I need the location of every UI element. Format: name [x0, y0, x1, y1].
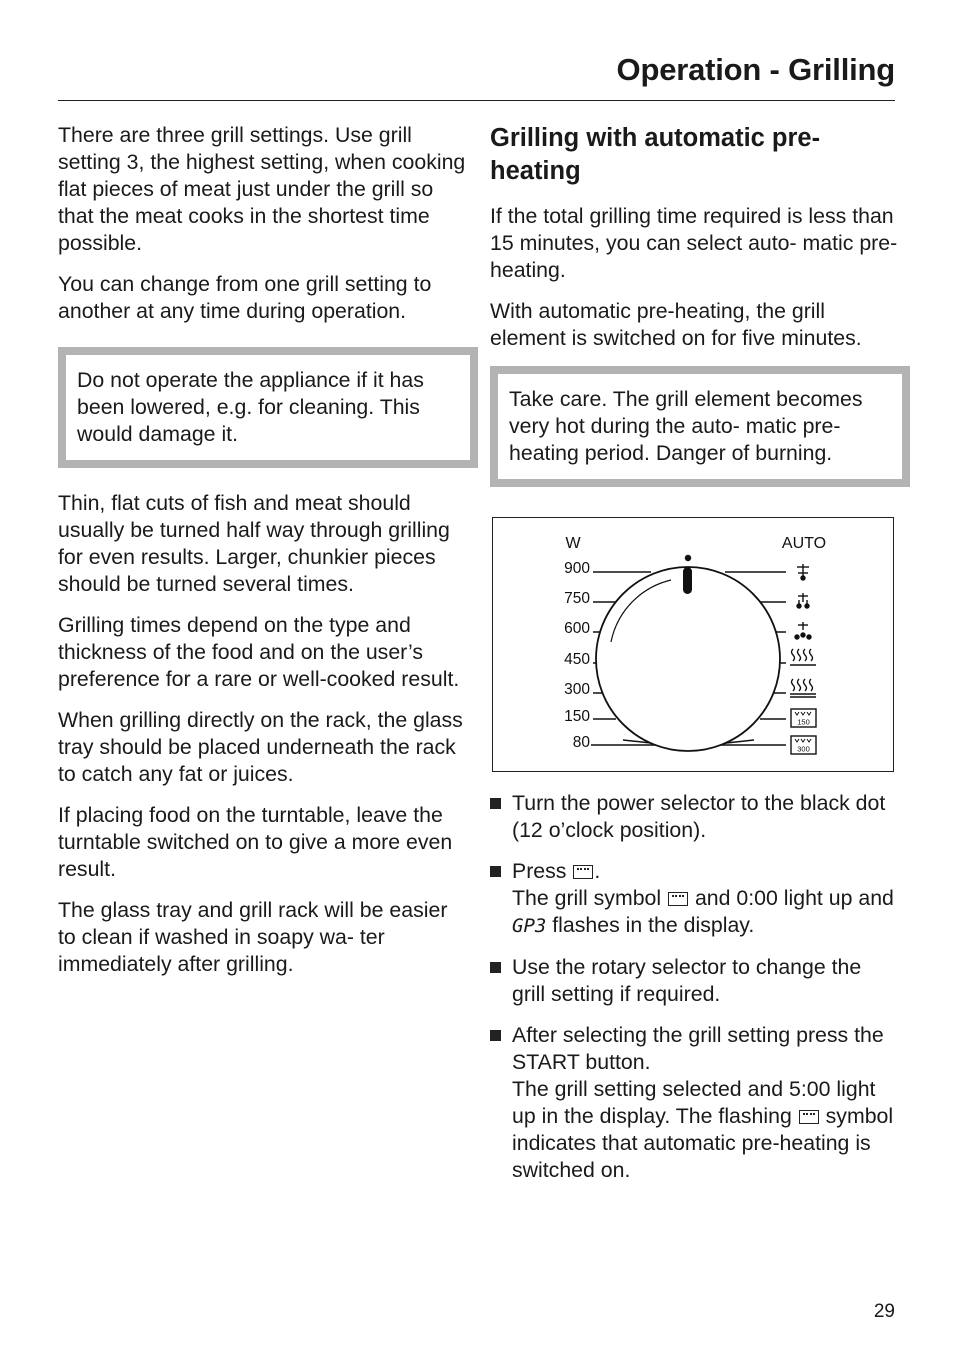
oven-150-icon	[791, 709, 816, 727]
left-column	[58, 122, 468, 992]
defrost-2-icon	[797, 593, 809, 608]
grill-icon	[799, 1110, 819, 1124]
bullet-icon	[490, 962, 501, 973]
dial-pointer	[683, 567, 692, 594]
list-item	[490, 954, 900, 1008]
paragraph: With automatic pre-heating, the grill element is switched on for five minutes.	[490, 299, 862, 350]
bullet-icon	[490, 1030, 501, 1041]
power-label-900: 900	[564, 560, 590, 577]
display-code: GP3	[512, 915, 547, 937]
power-label-150: 150	[564, 708, 590, 725]
paragraph: If the total grilling time required is less than 15 minutes, you can select auto- matic pre-heating.	[490, 204, 898, 282]
dial-header-auto: AUTO	[781, 535, 827, 552]
oven-150-label: 150	[797, 717, 810, 727]
page-number: 29	[873, 1301, 895, 1322]
paragraph: If placing food on the turntable, leave the turntable switched on to give a more even result.	[58, 803, 453, 881]
step-text: Use the rotary selector to change the grill setting if required.	[512, 955, 862, 1006]
paragraph: You can change from one grill setting to another at any time during operation.	[58, 272, 432, 323]
right-column	[490, 122, 900, 1198]
paragraph: Grilling times depend on the type and thickness of the food and on the user’s preference for a rare or well-cooked result.	[58, 613, 460, 691]
step-text: The grill setting selected and 5:00 light up in the display. The flashing	[512, 1077, 876, 1128]
dial-svg	[493, 518, 893, 771]
heat-2-icon	[790, 679, 816, 697]
grill-icon	[573, 865, 593, 879]
step-text: Turn the power selector to the black dot (12 o’clock position).	[512, 791, 886, 842]
dial-diagram	[492, 517, 894, 772]
paragraph: Thin, flat cuts of fish and meat should usually be turned half way through grilling for even results. Larger, chunkier pieces should be turned several times.	[58, 491, 450, 596]
paragraph: There are three grill settings. Use grill setting 3, the highest setting, when cooking flat pieces of meat just under the grill so that the meat cooks in the shortest time possible.	[58, 123, 466, 255]
paragraph: When grilling directly on the rack, the glass tray should be placed underneath the rack to catch any fat or juices.	[58, 708, 463, 786]
dial-header-w: W	[565, 535, 581, 552]
power-label-300: 300	[564, 681, 590, 698]
defrost-1-icon	[797, 564, 809, 580]
oven-300-icon	[791, 736, 816, 754]
warning-box: Do not operate the appliance if it has been lowered, e.g. for cleaning. This would damage it.	[58, 347, 478, 468]
header-rule	[58, 100, 895, 101]
power-label-600: 600	[564, 620, 590, 637]
power-label-450: 450	[564, 651, 590, 668]
position-dot	[685, 555, 691, 561]
auto-icons	[790, 564, 816, 754]
power-label-80: 80	[572, 734, 590, 751]
page-title: Operation - Grilling	[616, 52, 895, 87]
instruction-steps	[490, 790, 900, 1184]
list-item	[490, 1022, 900, 1184]
step-text: Press	[512, 859, 573, 883]
step-text: flashes in the display.	[546, 913, 755, 937]
power-label-750: 750	[564, 590, 590, 607]
step-text: symbol indicates that automatic pre-heating is switched on.	[512, 1104, 894, 1182]
list-item	[490, 858, 900, 940]
step-text: and 0:00 light up and	[689, 886, 894, 910]
defrost-3-icon	[795, 622, 811, 639]
dial-knob	[596, 567, 780, 751]
grill-icon	[668, 892, 688, 906]
section-heading: Grilling with automatic pre-heating	[490, 124, 821, 185]
power-level-labels	[564, 560, 590, 751]
oven-300-label: 300	[797, 744, 810, 754]
list-item	[490, 790, 900, 844]
paragraph: The glass tray and grill rack will be easier to clean if washed in soapy wa- ter immediately after grilling.	[58, 898, 448, 976]
warning-box: Take care. The grill element becomes very hot during the auto- matic pre-heating period. Danger of burning.	[490, 366, 910, 487]
heat-1-icon	[790, 649, 816, 665]
bullet-icon	[490, 866, 501, 877]
step-text: The grill symbol	[512, 886, 668, 910]
bullet-icon	[490, 798, 501, 809]
step-text: After selecting the grill setting press the START button.	[512, 1023, 884, 1074]
step-text: .	[594, 859, 601, 883]
